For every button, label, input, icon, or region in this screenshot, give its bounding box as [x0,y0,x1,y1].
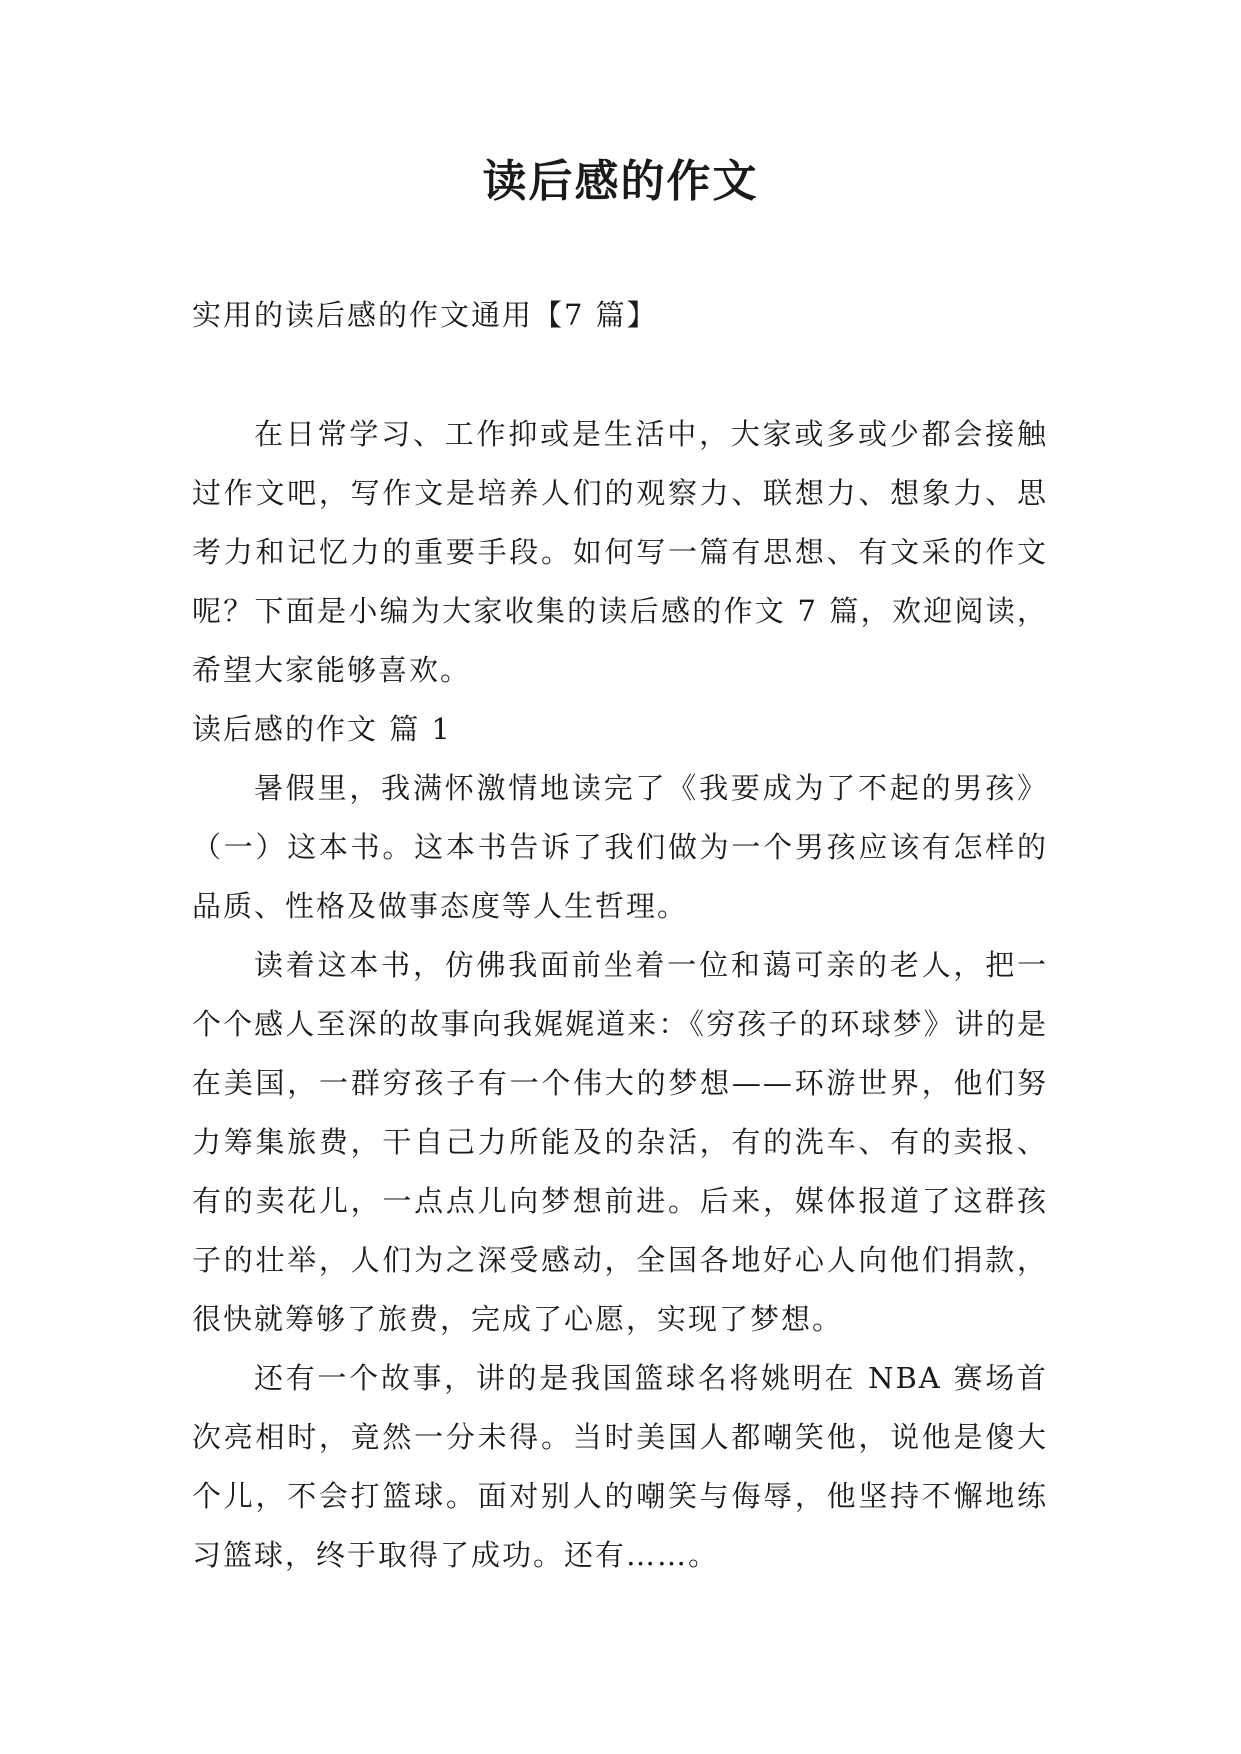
body-paragraph: 读着这本书，仿佛我面前坐着一位和蔼可亲的老人，把一个个感人至深的故事向我娓娓道来：《穷孩子的环球梦》讲的是在美国，一群穷孩子有一个伟大的梦想——环游世界，他们努力筹集旅费，干自己力所能及的杂活，有的洗车、有的卖报、有的卖花儿，一点点儿向梦想前进。后来，媒体报道了这群孩子的壮举，人们为之深受感动，全国各地好心人向他们捐款，很快就筹够了旅费，完成了心愿，实现了梦想。 [192,948,1048,1336]
body-paragraph: 还有一个故事，讲的是我国篮球名将姚明在 NBA 赛场首次亮相时，竟然一分未得。当时美国人都嘲笑他，说他是傻大个儿，不会打篮球。面对别人的嘲笑与侮辱，他坚持不懈地练习篮球，终于取得了成功。还有……。 [192,1361,1048,1572]
body-paragraph: 暑假里，我满怀激情地读完了《我要成为了不起的男孩》（一）这本书。这本书告诉了我们做为一个男孩应该有怎样的品质、性格及做事态度等人生哲理。 [192,771,1048,923]
document-title: 读后感的作文 [482,156,759,207]
intro-paragraph: 在日常学习、工作抑或是生活中，大家或多或少都会接触过作文吧，写作文是培养人们的观察力、联想力、想象力、思考力和记忆力的重要手段。如何写一篇有思想、有文采的作文呢？下面是小编为大家收集的读后感的作文 7 篇，欢迎阅读，希望大家能够喜欢。 [192,417,1048,687]
section-heading: 读后感的作文 篇 1 [192,712,452,746]
document-subtitle: 实用的读后感的作文通用【7 篇】 [192,298,658,332]
document-body [192,286,1048,1585]
